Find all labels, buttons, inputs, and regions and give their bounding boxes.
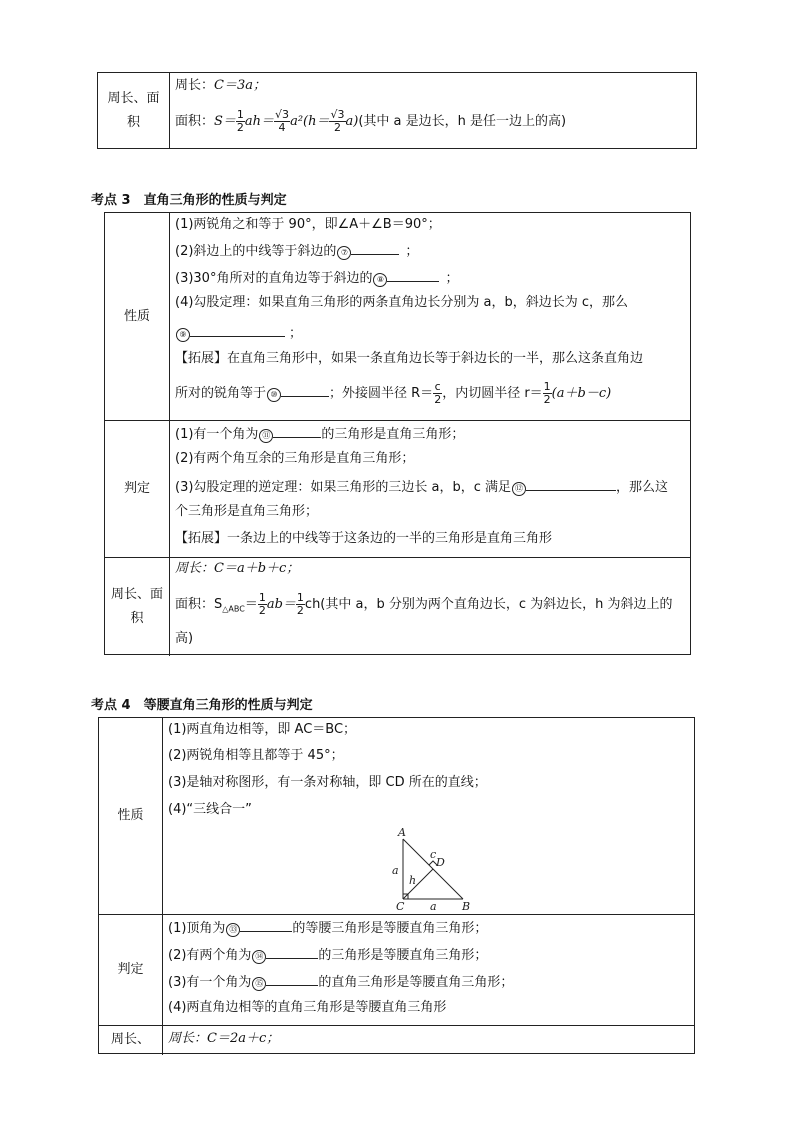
fraction xyxy=(296,592,305,617)
row-label: 判定 xyxy=(105,421,170,557)
text-line: 高) xyxy=(175,631,194,646)
row-content xyxy=(163,718,694,914)
text: 的三角形是直角三角形； xyxy=(321,427,465,442)
fraction xyxy=(329,109,345,134)
table-perimeter-area-equilateral xyxy=(97,72,697,149)
numerator: 1 xyxy=(296,591,304,604)
table-right-triangle xyxy=(104,212,691,655)
text: 周长： xyxy=(175,78,215,93)
fraction xyxy=(274,109,290,134)
label-c: c xyxy=(430,848,437,861)
text: ch(其中 a，b 分别为两个直角边长，c 为斜边长，h 为斜边上的 xyxy=(304,597,673,612)
row-content xyxy=(170,73,696,148)
formula: S＝ xyxy=(214,114,236,129)
row-properties xyxy=(99,718,694,914)
vertex-a: A xyxy=(398,826,406,839)
row-content xyxy=(170,558,690,656)
text: (1)顶角为 xyxy=(168,921,226,936)
text: (1)有一个角为 xyxy=(175,427,259,442)
text: (3)勾股定理的逆定理：如果三角形的三边长 a，b，c 满足 xyxy=(175,480,512,495)
answer-blank xyxy=(240,919,292,932)
text-line xyxy=(175,324,302,342)
row-criteria xyxy=(105,420,690,557)
denominator: 4 xyxy=(278,121,286,134)
text-line: 【拓展】一条边上的中线等于这条边的一半的三角形是直角三角形 xyxy=(175,531,553,546)
label-h: h xyxy=(409,874,417,887)
answer-blank xyxy=(281,384,329,397)
text: 的直角三角形是等腰直角三角形； xyxy=(318,975,514,990)
text-line: 个三角形是直角三角形； xyxy=(175,504,319,519)
fraction xyxy=(543,381,552,406)
text-line: 【拓展】在直角三角形中，如果一条直角边长等于斜边长的一半，那么这条直角边 xyxy=(175,351,644,366)
answer-blank xyxy=(387,269,439,282)
section-heading-4: 考点 4 等腰直角三角形的性质与判定 xyxy=(91,698,313,713)
fraction xyxy=(258,592,267,617)
text-line xyxy=(175,242,418,260)
fraction xyxy=(433,381,442,406)
text: 的等腰三角形是等腰直角三角形； xyxy=(292,921,488,936)
text-line xyxy=(168,973,513,991)
text: (2)斜边上的中线等于斜边的 xyxy=(175,244,337,259)
text-line xyxy=(175,478,668,496)
row-content xyxy=(170,421,690,557)
numerator: √3 xyxy=(275,108,290,121)
text: ；外接圆半径 R＝ xyxy=(329,386,434,401)
text: (3)有一个角为 xyxy=(168,975,252,990)
text-line xyxy=(175,425,464,443)
text-line: (4)“三线合一” xyxy=(168,802,252,817)
vertex-d: D xyxy=(436,856,445,869)
area-line xyxy=(175,107,566,137)
row-label-perimeter-area xyxy=(98,73,170,148)
text-line: (1)两锐角之和等于 90°，即∠A＋∠B＝90°； xyxy=(175,217,441,232)
label-line: 积 xyxy=(126,114,140,130)
label-a-left: a xyxy=(392,864,399,877)
formula: ab＝ xyxy=(266,597,296,612)
numerator: 1 xyxy=(258,591,266,604)
answer-blank xyxy=(526,478,616,491)
text-line xyxy=(168,1031,279,1047)
blank-number: ⑭ xyxy=(252,950,266,964)
row-label xyxy=(105,558,170,656)
blank-number: ⑮ xyxy=(252,977,266,991)
row-label: 性质 xyxy=(105,213,170,420)
text: (3)30°角所对的直角边等于斜边的 xyxy=(175,271,373,286)
text: 所对的锐角等于 xyxy=(175,386,267,401)
label-a-bottom: a xyxy=(430,900,437,913)
text: ； xyxy=(289,326,303,341)
denominator: 2 xyxy=(434,393,442,406)
blank-number: ⑧ xyxy=(373,273,387,287)
text-line: (2)两锐角相等且都等于 45°； xyxy=(168,748,344,763)
text-line xyxy=(175,590,673,625)
label-line: 周长、面 xyxy=(107,90,160,106)
label-line: 积 xyxy=(130,611,144,626)
denominator: 2 xyxy=(236,121,244,134)
answer-blank xyxy=(266,973,318,986)
row-criteria xyxy=(99,914,694,1025)
formula: ah＝ xyxy=(244,114,275,129)
fraction xyxy=(236,109,245,134)
denominator: 2 xyxy=(258,604,266,617)
formula: (a＋b－c) xyxy=(551,386,612,401)
vertex-c: C xyxy=(396,900,405,913)
perimeter-line xyxy=(175,78,266,94)
text: ＝ xyxy=(244,597,258,612)
numerator: 1 xyxy=(236,108,244,121)
row-properties xyxy=(105,213,690,420)
text: ； xyxy=(405,244,419,259)
answer-blank xyxy=(351,242,399,255)
answer-blank xyxy=(273,425,321,438)
blank-number: ⑫ xyxy=(512,482,526,496)
text-line xyxy=(175,379,611,409)
row-label: 性质 xyxy=(99,718,163,914)
isosceles-right-triangle-figure xyxy=(388,824,471,913)
denominator: 2 xyxy=(543,393,551,406)
row-perimeter xyxy=(99,1025,694,1055)
text-line xyxy=(175,269,458,287)
numerator: c xyxy=(434,380,441,393)
text-line xyxy=(168,946,487,964)
denominator: 2 xyxy=(333,121,341,134)
text: 面积：S xyxy=(175,597,223,612)
row-label: 判定 xyxy=(99,915,163,1025)
text: (其中 a 是边长，h 是任一边上的高) xyxy=(358,114,567,129)
row-label: 周长、 xyxy=(99,1026,163,1055)
formula: C＝3a； xyxy=(214,78,266,93)
table-isosceles-right-triangle xyxy=(98,717,695,1054)
numerator: 1 xyxy=(543,380,551,393)
text-line: (1)两直角边相等，即 AC＝BC； xyxy=(168,722,357,737)
blank-number: ⑪ xyxy=(259,429,273,443)
text: ； xyxy=(445,271,459,286)
text-line: (3)是轴对称图形，有一条对称轴，即 CD 所在的直线； xyxy=(168,775,487,790)
text-line: (2)有两个角互余的三角形是直角三角形； xyxy=(175,451,415,466)
text: 面积： xyxy=(175,114,215,129)
subscript: △ABC xyxy=(222,604,245,614)
denominator: 2 xyxy=(296,604,304,617)
text-line xyxy=(168,919,487,937)
formula: a) xyxy=(345,114,359,129)
row-content xyxy=(170,213,690,420)
text: 的三角形是等腰直角三角形； xyxy=(318,948,488,963)
label-line: 周长、面 xyxy=(110,587,163,602)
blank-number: ⑨ xyxy=(176,328,190,342)
text: ，内切圆半径 r＝ xyxy=(442,386,543,401)
text: (2)有两个角为 xyxy=(168,948,252,963)
blank-number: ⑦ xyxy=(337,246,351,260)
answer-blank xyxy=(190,324,285,337)
text-line: (4)两直角边相等的直角三角形是等腰直角三角形 xyxy=(168,1000,447,1015)
section-heading-3: 考点 3 直角三角形的性质与判定 xyxy=(91,193,287,208)
numerator: √3 xyxy=(330,108,345,121)
text-line: (4)勾股定理：如果直角三角形的两条直角边长分别为 a，b，斜边长为 c，那么 xyxy=(175,295,629,310)
answer-blank xyxy=(266,946,318,959)
row-content xyxy=(163,1026,694,1055)
formula: a²(h＝ xyxy=(290,114,330,129)
text-line xyxy=(175,561,299,577)
text: ，那么这 xyxy=(616,480,669,495)
formula: 周长：C＝2a＋c； xyxy=(168,1031,280,1046)
row-content xyxy=(163,915,694,1025)
blank-number: ⑬ xyxy=(226,923,240,937)
blank-number: ⑩ xyxy=(267,388,281,402)
row-perimeter-area xyxy=(105,557,690,656)
formula: 周长：C＝a＋b＋c； xyxy=(175,561,300,576)
vertex-b: B xyxy=(462,900,471,913)
